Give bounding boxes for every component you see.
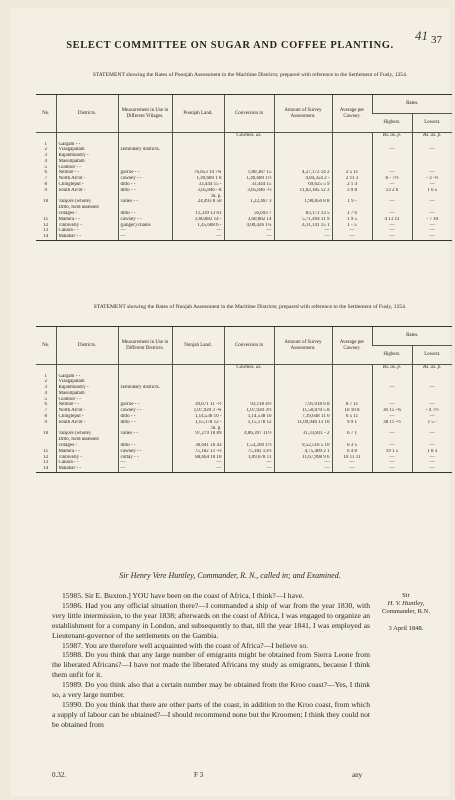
- table-cell: Canara - -: [56, 460, 118, 466]
- table-cell: villages -: [56, 211, 118, 217]
- table-cell: Guntoor - -: [56, 397, 118, 403]
- table-cell: —: [224, 234, 274, 240]
- table-cell: 3 9 8: [332, 188, 372, 194]
- margin-note-line: 3 April 1848.: [388, 624, 424, 632]
- table-cell: 33,444 15 -: [172, 182, 224, 188]
- table-cell: 1 5 -: [412, 420, 452, 426]
- table-cell: Masulipatam: [56, 159, 118, 165]
- table-cell: Masulipatam: [56, 391, 118, 397]
- table-cell: 8: [44, 414, 47, 420]
- table-cell: —: [372, 455, 412, 461]
- table-cell: —: [372, 443, 412, 449]
- col-average: Average per Cawney.: [332, 95, 372, 133]
- table-cell: —: [118, 460, 172, 466]
- col-no: No.: [36, 95, 56, 133]
- table-cell: 11: [43, 216, 49, 222]
- table-cell: 8 7 11: [332, 402, 372, 408]
- table-cell: 1 9 5: [332, 217, 372, 223]
- table-cell: cawney - -: [118, 176, 172, 182]
- table-cell: —: [372, 234, 412, 240]
- table-cell: Guntoor - -: [56, 165, 118, 171]
- table-cell: m. p.: [172, 426, 224, 432]
- table-cell: —: [372, 223, 412, 229]
- table-cell: 76,853 14 7¾: [172, 170, 224, 176]
- table-cell: Rajahmundry -: [56, 153, 118, 159]
- table-cell: Vizagapatam: [56, 147, 118, 153]
- table-cell: —: [412, 431, 452, 437]
- table-cell: North Arcot -: [56, 408, 118, 414]
- table-cell: 30,641 16 43: [172, 443, 224, 449]
- page-number: 37: [431, 34, 442, 46]
- table-cell: 93,118 4½: [224, 402, 274, 408]
- table-cell: Malabar - -: [56, 234, 118, 240]
- table-cell: 11,50,870 5 8: [274, 408, 332, 414]
- table-cell: 1,45,608 6 -: [172, 223, 224, 229]
- table-cell: 12: [43, 222, 49, 228]
- table-cell: —: [274, 460, 332, 466]
- table-cell: 11,67,998 9 6: [274, 455, 332, 461]
- col-districts: Districts.: [56, 327, 118, 365]
- table-cell: ditto - -: [118, 420, 172, 426]
- table-cell: —: [372, 170, 412, 176]
- table-cell: 6 7 1: [332, 431, 372, 437]
- footer-sheet-mark: F 3: [194, 771, 204, 779]
- table-cell: 1,15,178 12: [224, 420, 274, 426]
- margin-note-line: Sir: [402, 592, 410, 599]
- table-cell: 1,09,678 11: [224, 455, 274, 461]
- table-cell: —: [224, 466, 274, 472]
- table-cell: gurroe - -: [118, 402, 172, 408]
- table-cell: villages -: [56, 443, 118, 449]
- table-cell: Tinnivelly -: [56, 455, 118, 461]
- table-cell: —: [332, 228, 372, 234]
- table-cell: 88,664 10 10: [172, 455, 224, 461]
- table-cell: 9: [44, 419, 47, 425]
- table-cell: Tinnivelly -: [56, 223, 118, 229]
- table-cell: —: [372, 466, 412, 472]
- table-cell: 83,171 13 5: [274, 211, 332, 217]
- table-cell: Rajahmundry -: [56, 385, 118, 391]
- table-cell: Chingleput -: [56, 182, 118, 188]
- table-cell: Ditto, field assessed: [56, 205, 118, 211]
- table-cell: —: [372, 431, 412, 437]
- table-cell: Nellore - -: [56, 402, 118, 408]
- table-cell: —: [412, 170, 452, 176]
- table-cell: 13: [43, 228, 49, 234]
- table-cell: —: [118, 234, 172, 240]
- table-cell: 1,80,387 15: [224, 170, 274, 176]
- table-cell: —: [172, 466, 224, 472]
- col-measurement: Measurement in Use in Different Villages.: [118, 95, 172, 133]
- table-cell: Ditto, field assessed: [56, 437, 118, 443]
- table-cell: —: [372, 385, 412, 391]
- table-cell: ditto - -: [118, 182, 172, 188]
- table-cell: —: [412, 460, 452, 466]
- table-cell: —: [412, 414, 452, 420]
- table-cell: 5: [44, 164, 47, 170]
- table-cell: —: [412, 147, 452, 153]
- table-cell: —: [332, 234, 372, 240]
- table-cell: cawney - -: [118, 217, 172, 223]
- table-cell: 3,60,882 14: [224, 217, 274, 223]
- table-cell: 5: [44, 396, 47, 402]
- unit-conversion: Cawnies. as.: [224, 133, 274, 142]
- table-cell: 14: [36, 234, 56, 240]
- table-cell: 11: [43, 448, 49, 454]
- table-cell: South Arcot -: [56, 188, 118, 194]
- col-survey-assessment: Amount of Survey Assessment.: [274, 95, 332, 133]
- table-cell: 2 5 11: [332, 170, 372, 176]
- table-cell: 1,14,538 10 -: [172, 414, 224, 420]
- table-cell: Canara - -: [56, 228, 118, 234]
- evidence-paragraph: 15990. Do you think that there are other parts of the coast, in addition to the Kroo coast, from which a supply of labour can be obtained?—I should recommend none but the Kroomen; I think they could not be obtained from: [52, 699, 370, 729]
- table-cell: —: [118, 466, 172, 472]
- table-cell: - 7 10: [412, 217, 452, 223]
- table-cell: valies - -: [118, 199, 172, 205]
- table-cell: 10 10 8: [332, 408, 372, 414]
- table-cell: 38 11 -½: [372, 420, 412, 426]
- table-cell: 13: [43, 460, 49, 466]
- table-cell: 7,91,018 6 8: [274, 402, 332, 408]
- col-rates: Rates.: [372, 95, 452, 114]
- table-cell: 14: [36, 466, 56, 472]
- table-cell: —: [172, 234, 224, 240]
- table-cell: —: [372, 460, 412, 466]
- table-cell: ditto - -: [118, 414, 172, 420]
- table-cell: 1 9 -: [332, 199, 372, 205]
- col-conversion: Conversion in: [224, 95, 274, 133]
- unit-lowest: Rs. as. p.: [412, 365, 452, 374]
- table-cell: Chingleput -: [56, 414, 118, 420]
- table-cell: North Arcot -: [56, 176, 118, 182]
- table-cell: —: [412, 182, 452, 188]
- table-cell: 1 8 3: [412, 449, 452, 455]
- evidence-paragraph: 15985. Sir E. Buxton.] YOU have been on the coast of Africa, I think?—I have.: [62, 591, 305, 600]
- table-cell: 36 15 -¾: [372, 408, 412, 414]
- table-cell: 69,625 5 9: [274, 182, 332, 188]
- table-cell: 6: [44, 170, 47, 176]
- col-rates: Rates.: [372, 327, 452, 346]
- table1-caption: STATEMENT showing the Rates of Poonjah Assessment in the Maritime Districts; prepared with reference to the Settlement of Fusly, 1254.: [92, 72, 408, 78]
- table-cell: —: [274, 466, 332, 472]
- table-cell: 31,33,831 - 2: [274, 431, 332, 437]
- table-cell: 3: [44, 153, 47, 159]
- table-cell: zemindary districts.: [118, 385, 172, 391]
- table-cell: 2: [44, 147, 47, 153]
- unit-highest: Rs. as. p.: [372, 365, 412, 374]
- table2-caption: STATEMENT showing the Rates of Nunjah Assessment in the Maritime Districts; prepared with reference to the Settlement of Fusly, 1254.: [93, 304, 407, 310]
- table-cell: 1,22,467 3: [224, 199, 274, 205]
- table-cell: 6 5 11: [332, 414, 372, 420]
- table-cell: 1 - 5: [332, 223, 372, 229]
- table-cell: —: [372, 147, 412, 153]
- table-cell: 3,05,846 - 8: [172, 188, 224, 194]
- table-cell: —: [412, 223, 452, 229]
- table-cell: —: [372, 182, 412, 188]
- table-cell: 1,53,209 1½: [224, 443, 274, 449]
- table-cell: cawney - -: [118, 449, 172, 455]
- table-cell: 10: [43, 431, 49, 437]
- table-cell: 10 11 11: [332, 455, 372, 461]
- evidence-paragraph: 15986. Had you any official situation there?—I commanded a ship of war from the year 1830, with very little intermission, to the year 1838; afterwards on the coast of Africa, I was engaged to organize an establishment for a company in London, and subsequently to that, till the year 1841, I was employed as Lieutenant-governor of the settlements on the Gambia.: [52, 600, 370, 640]
- table-cell: cottay - -: [118, 455, 172, 461]
- evidence-body: [52, 591, 370, 730]
- evidence-paragraph: 15989. Do you think also that a certain number may be obtained from the Kroo coast?—Yes, I think so, a very large number.: [52, 680, 370, 700]
- table-cell: 1,90,856 8 8: [274, 199, 332, 205]
- col-highest: Highest.: [372, 114, 412, 133]
- table-cell: 4 13 11: [372, 217, 412, 223]
- witness-margin-note: [364, 592, 448, 633]
- table-cell: 4,86,397 11½: [224, 431, 274, 437]
- table-row: [36, 234, 452, 240]
- table-cell: Madura - -: [56, 217, 118, 223]
- table-cell: 13 2 6: [372, 188, 412, 194]
- table-cell: zemindary districts.: [118, 147, 172, 153]
- table-cell: 12: [43, 454, 49, 460]
- table-cell: 75,182 13 -½: [172, 449, 224, 455]
- table-cell: 6 3 5: [332, 443, 372, 449]
- margin-note-line: [364, 617, 448, 625]
- table-cell: 39,671 11 -½: [172, 402, 224, 408]
- table-cell: —: [372, 199, 412, 205]
- table-cell: 9 9 1: [332, 420, 372, 426]
- col-land: Nunjah Land.: [172, 327, 224, 365]
- table-cell: 8 - 7½: [372, 176, 412, 182]
- table-cell: 19 1 5: [372, 449, 412, 455]
- table-cell: —: [332, 460, 372, 466]
- table-cell: 1,07,920 3½: [224, 408, 274, 414]
- folio-mark: 41: [415, 28, 428, 43]
- table-cell: South Arcot -: [56, 420, 118, 426]
- nunjah-assessment-table: [36, 326, 452, 473]
- col-survey-assessment: Amount of Survey Assessment.: [274, 327, 332, 365]
- table-cell: 5,71,494 11 9: [274, 217, 332, 223]
- table-cell: 1,49,689 1½: [224, 176, 274, 182]
- table-cell: 1,15,178 12 -: [172, 420, 224, 426]
- table-cell: —: [412, 234, 452, 240]
- table-cell: 1 7 6: [332, 211, 372, 217]
- table-cell: 24,493 8 50: [172, 199, 224, 205]
- table-cell: —: [274, 234, 332, 240]
- table-cell: Ganjam - -: [56, 142, 118, 148]
- page-title: SELECT COMMITTEE ON SUGAR AND COFFEE PLANTING.: [66, 40, 394, 51]
- poonjah-assessment-table: [36, 94, 452, 241]
- table-cell: (junger) chains: [118, 223, 172, 229]
- table-cell: 6 4 8: [332, 449, 372, 455]
- table-cell: —: [172, 460, 224, 466]
- table-cell: 75,182 13½: [224, 449, 274, 455]
- table-cell: m. p.: [172, 194, 224, 200]
- table-cell: —: [412, 228, 452, 234]
- table-cell: —: [372, 414, 412, 420]
- table-cell: 1 6 5: [412, 188, 452, 194]
- table-cell: 1,07,920 3 -¾: [172, 408, 224, 414]
- table-cell: 2 1 4: [332, 182, 372, 188]
- table-cell: ditto - -: [118, 211, 172, 217]
- table-cell: 3: [44, 385, 47, 391]
- table-cell: 11,339 13 61: [172, 211, 224, 217]
- col-lowest: Lowest.: [412, 346, 452, 365]
- table-cell: Malabar - -: [56, 466, 118, 472]
- table-cell: —: [224, 460, 274, 466]
- table-cell: 1,49,689 1 8: [172, 176, 224, 182]
- evidence-paragraph: 15988. Do you think that any large number of emigrants might be obtained from Sierra Leone from the liberated Africans?—I have not made the liberated Africans my study as emigrants, because I think them unfit for it.: [52, 650, 370, 680]
- document-page: [10, 8, 450, 796]
- table-cell: —: [412, 402, 452, 408]
- footer-catchword: any: [352, 771, 363, 779]
- col-measurement: Measurement in Use in Different Districts.: [118, 327, 172, 365]
- table-cell: —: [412, 199, 452, 205]
- table-cell: 7,39,648 11 6: [274, 414, 332, 420]
- table-cell: —: [332, 466, 372, 472]
- evidence-heading: Sir Henry Vere Huntley, Commander, R. N., called in; and Examined.: [119, 571, 341, 580]
- table-cell: gurroe - -: [118, 170, 172, 176]
- table-cell: 33,444 15: [224, 182, 274, 188]
- table-cell: —: [118, 228, 172, 234]
- table-cell: 56,693 7: [224, 211, 274, 217]
- table-cell: valies - -: [118, 431, 172, 437]
- table-cell: 4,11,141 15 1: [274, 223, 332, 229]
- table-cell: —: [172, 228, 224, 234]
- col-conversion: Conversion in: [224, 327, 274, 365]
- table-cell: —: [224, 228, 274, 234]
- table-cell: 3,60,882 14 -: [172, 217, 224, 223]
- table-cell: Vizagapatam: [56, 379, 118, 385]
- table-cell: —: [412, 385, 452, 391]
- table-cell: —: [372, 402, 412, 408]
- table-cell: 9: [44, 187, 47, 193]
- table-cell: 4,27,172 14 2: [274, 170, 332, 176]
- table-cell: - 4 7½: [412, 408, 452, 414]
- col-highest: Highest.: [372, 346, 412, 365]
- table-cell: 11,09,946 13 10: [274, 420, 332, 426]
- table-row: [36, 466, 452, 472]
- table-cell: 7: [44, 408, 47, 414]
- table-cell: Ganjam - -: [56, 374, 118, 380]
- table-cell: - 3 -½: [412, 176, 452, 182]
- table-cell: —: [412, 211, 452, 217]
- table-cell: Nellore - -: [56, 170, 118, 176]
- table-cell: 97,279 10 89: [172, 431, 224, 437]
- table-cell: Madura - -: [56, 449, 118, 455]
- table-cell: 2: [44, 379, 47, 385]
- table-cell: 1,14,538 10: [224, 414, 274, 420]
- table-cell: ditto - -: [118, 188, 172, 194]
- table-cell: —: [274, 228, 332, 234]
- table-cell: 4: [44, 390, 47, 396]
- table-cell: 10: [43, 199, 49, 205]
- col-land: Poonjah Land.: [172, 95, 224, 133]
- col-average: Average per Cawney.: [332, 327, 372, 365]
- table-cell: 4,00,426 1¼: [224, 223, 274, 229]
- table-cell: —: [412, 443, 452, 449]
- table-cell: 4: [44, 158, 47, 164]
- col-districts: Districts.: [56, 95, 118, 133]
- table-cell: Tanjore (whole): [56, 199, 118, 205]
- table-cell: ditto - -: [118, 443, 172, 449]
- table-cell: 1: [44, 141, 47, 147]
- table-cell: —: [412, 455, 452, 461]
- table-cell: 9,52,516 5 10: [274, 443, 332, 449]
- col-lowest: Lowest.: [412, 114, 452, 133]
- evidence-paragraph: 15987. You are therefore well acquainted with the coast of Africa?—I believe so.: [62, 640, 309, 650]
- table-cell: 2 11 3: [332, 176, 372, 182]
- table-cell: Tanjore (whole): [56, 431, 118, 437]
- unit-conversion: Cawnies. as.: [224, 365, 274, 374]
- margin-note-line: Commander, R.N.: [381, 608, 431, 616]
- table-cell: 8: [44, 182, 47, 188]
- table-cell: 3,05,846 -½: [224, 188, 274, 194]
- table-cell: 6: [44, 402, 47, 408]
- table-cell: —: [412, 466, 452, 472]
- table-cell: 11,02,185 12 3: [274, 188, 332, 194]
- table-cell: —: [372, 228, 412, 234]
- table-cell: 4,04,354 2 -: [274, 176, 332, 182]
- table-cell: 7: [44, 176, 47, 182]
- table-cell: cawney - -: [118, 408, 172, 414]
- unit-lowest: Rs. as. p.: [412, 133, 452, 142]
- table-cell: 4,75,409 2 1: [274, 449, 332, 455]
- table-cell: 1: [44, 373, 47, 379]
- unit-highest: Rs. as. p.: [372, 133, 412, 142]
- margin-note-line: H. V. Huntley,: [387, 600, 425, 608]
- table-cell: —: [372, 211, 412, 217]
- footer-signature: 0.32.: [52, 771, 66, 779]
- col-no: No.: [36, 327, 56, 365]
